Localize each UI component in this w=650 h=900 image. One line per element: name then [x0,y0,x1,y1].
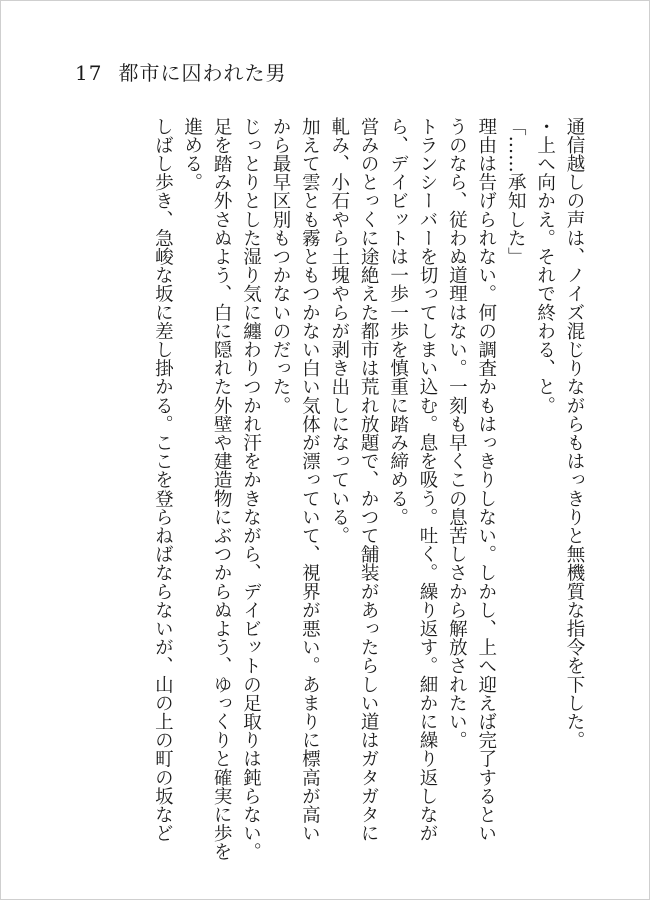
page-number: 17 [75,61,103,85]
text-line: 軋み、小石やら土塊やらが剥き出しになっている。 [328,117,350,545]
text-line: じっとりとした湿り気に纏わりつかれ汗をかきながら、デイビットの足取りは鈍らない。 [240,117,262,861]
text-line: 「……承知した」 [505,117,527,266]
text-line: ら、デイビットは一歩一歩を慎重に踏み締める。 [387,117,409,527]
text-line: トランシーバーを切ってしまい込む。息を吸う。吐く。繰り返す。細かに繰り返しなが [416,117,438,843]
text-line: 進める。 [181,117,203,192]
text-line: 通信越しの声は、ノイズ混じりながらもはっきりと無機質な指令を下した。 [564,117,585,750]
text-line: うのなら、従わぬ道理はない。一刻も早くこの息苦しさから解放されたい。 [446,117,468,750]
text-line: しばし歩き、急峻な坂に差し掛かる。ここを登らねばならないが、山の上の町の坂など [152,117,174,843]
text-line: 理由は告げられない。何の調査かもはっきりしない。しかし、上へ迎えば完了するとい [475,117,497,843]
text-line: 足を踏み外さぬよう、白に隠れた外壁や建造物にぶつからぬよう、ゆっくりと確実に歩を [211,117,233,861]
text-line: から最早区別もつかないのだった。 [269,117,291,415]
vertical-body-text [148,117,589,861]
running-header [75,57,286,86]
text-line: ・上へ向かえ。それで終わる、と。 [534,117,556,415]
chapter-title: 都市に囚われた男 [118,61,287,85]
text-line: 加えて雲とも霧ともつかない白い気体が漂っていて、視界が悪い。あまりに標高が高い [299,117,321,843]
text-line: 営みのとっくに途絶えた都市は荒れ放題で、かつて舗装があったらしい道はガタガタに [358,117,380,843]
